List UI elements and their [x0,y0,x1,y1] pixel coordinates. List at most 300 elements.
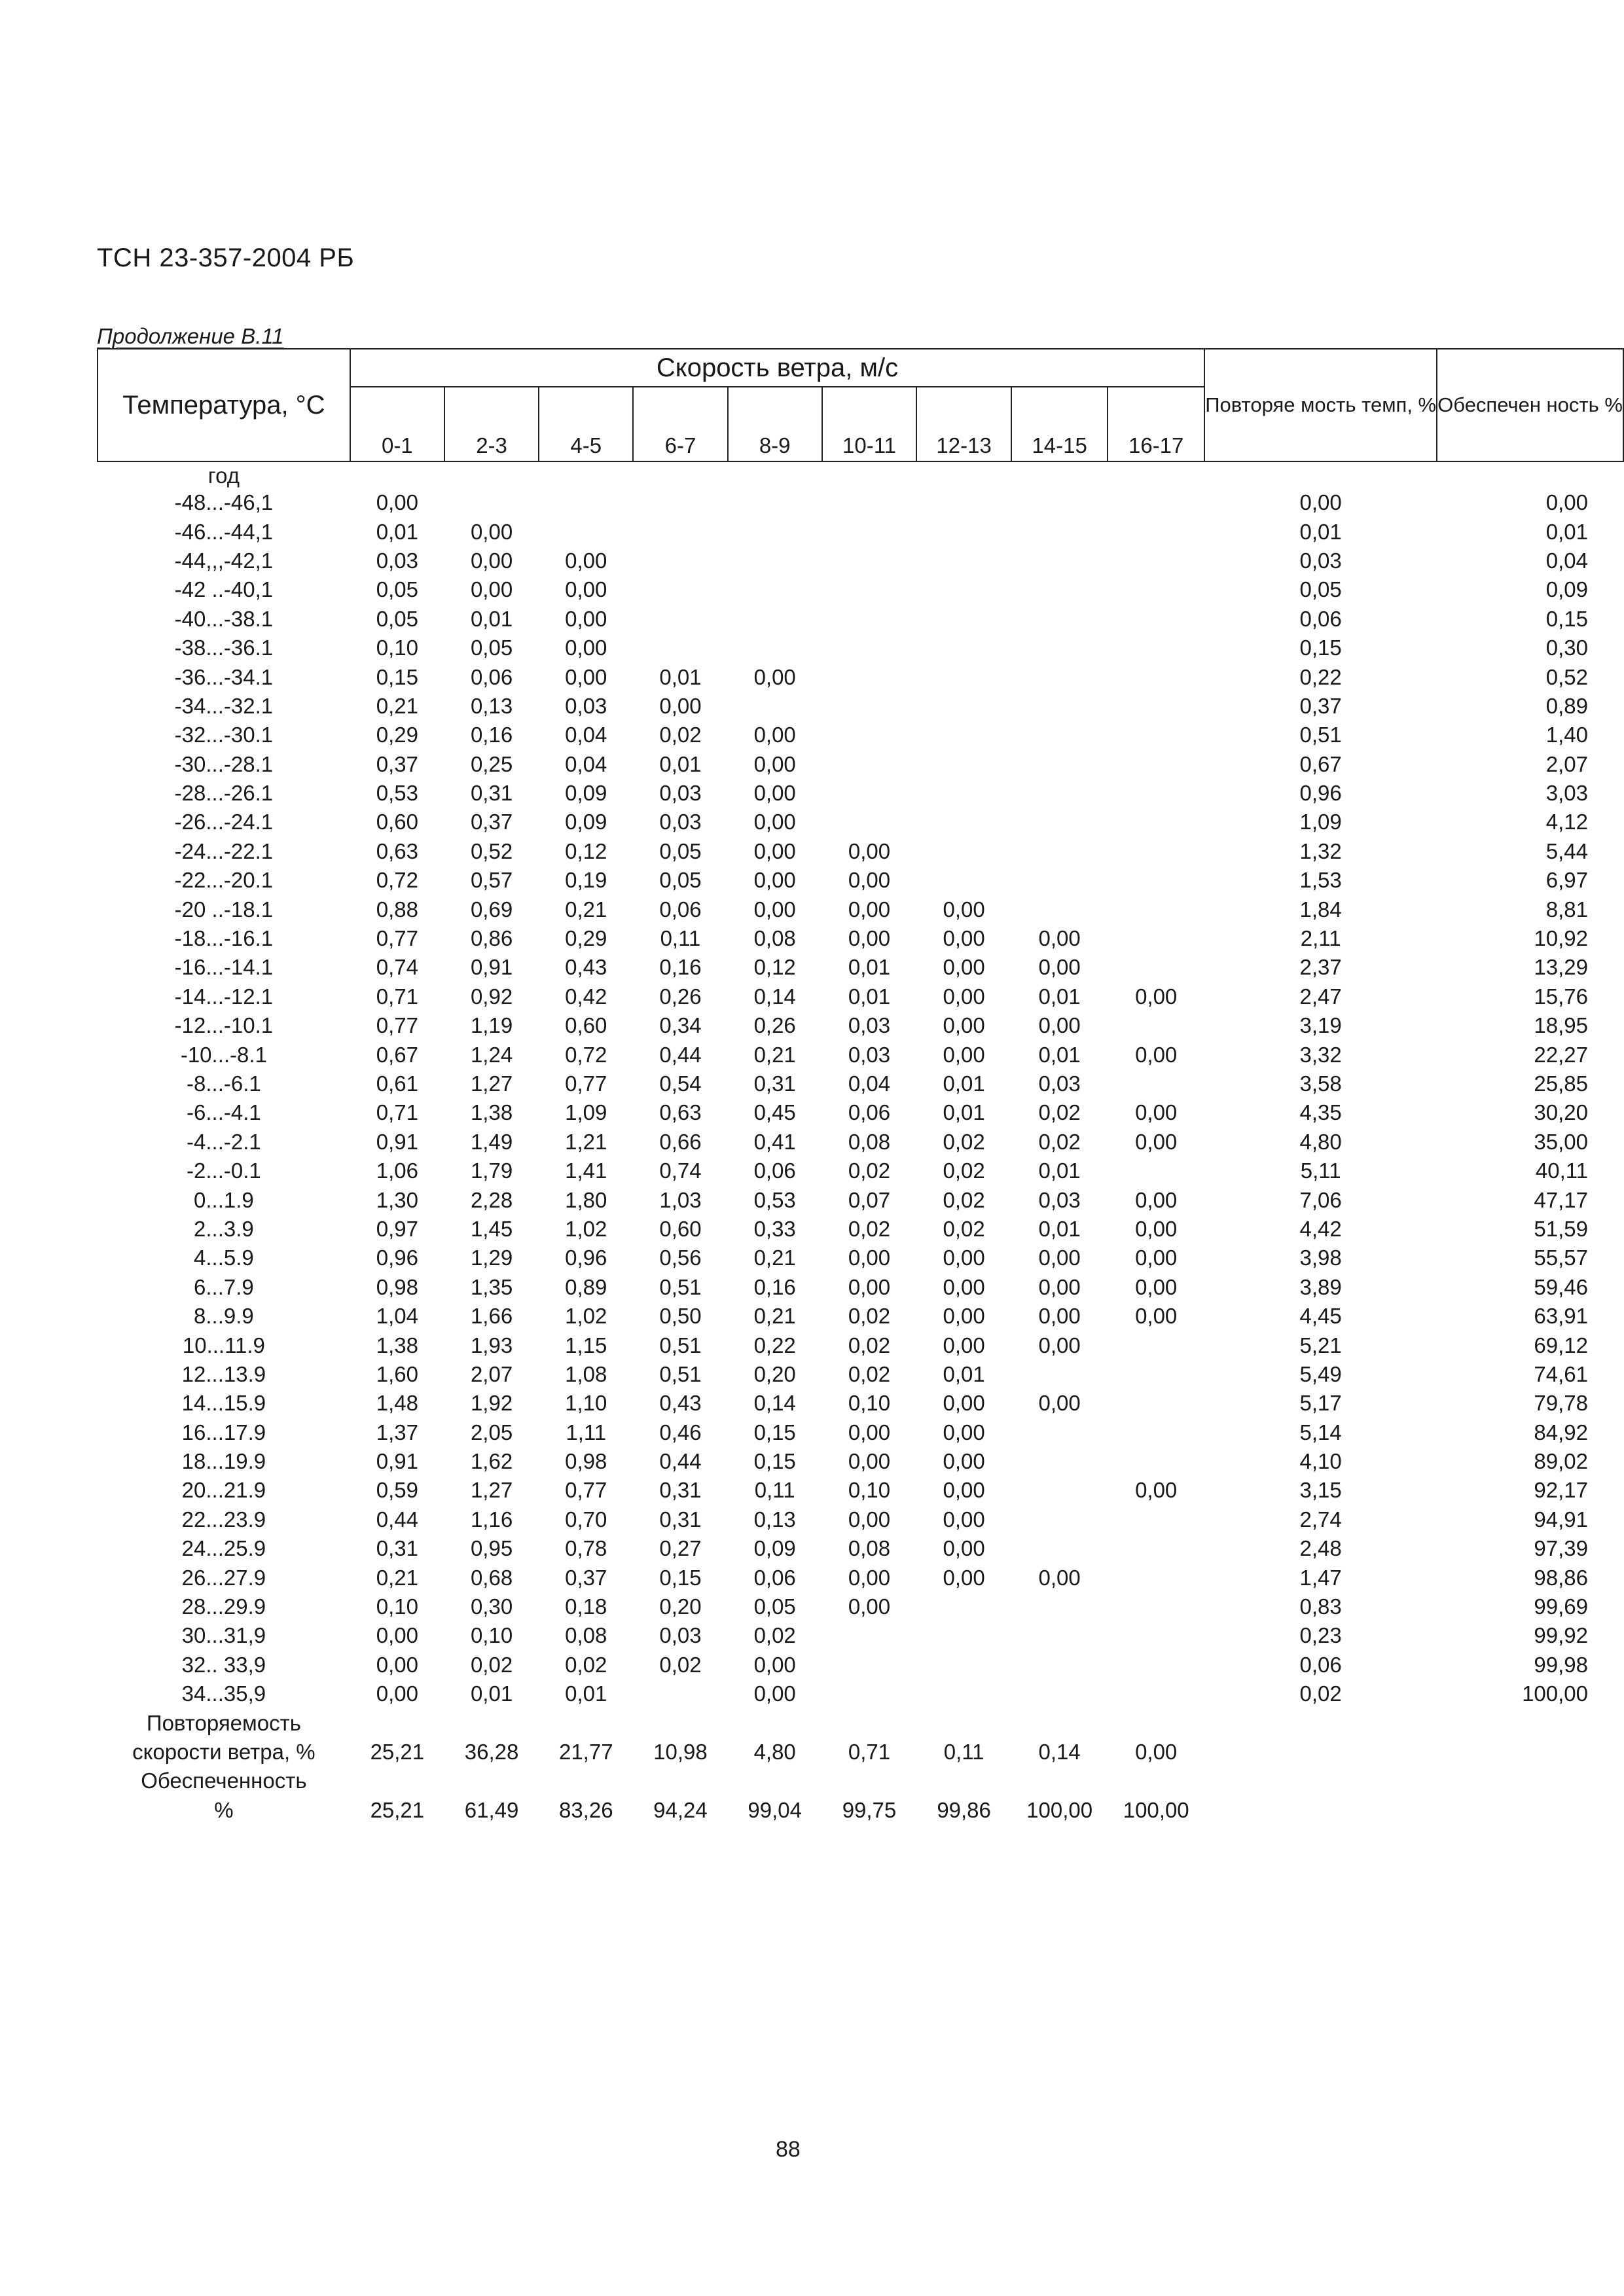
repeat-value-cell: 5,11 [1300,1158,1341,1183]
wind-value-cell [822,662,916,691]
wind-value-cell [1108,1418,1204,1447]
wind-value-cell: 0,00 [1135,1042,1178,1067]
wind-value-cell: 0,00 [1135,1478,1178,1503]
wind-value-cell [822,517,916,546]
repeat-value-cell: 4,45 [1299,1304,1342,1329]
wind-value-cell: 1,45 [470,1216,513,1241]
wind-value-cell: 0,10 [848,1478,891,1503]
temperature-range-cell: -30...-28.1 [174,751,274,776]
wind-value-cell [1011,1621,1108,1650]
supply-value-cell: 1,40 [1545,723,1588,747]
supply-value-cell: 84,92 [1534,1420,1588,1444]
wind-value-cell: 0,44 [376,1507,418,1532]
wind-value-cell: 0,61 [376,1071,418,1096]
wind-value-cell [1011,1592,1108,1621]
wind-value-cell: 0,00 [1135,1304,1178,1329]
wind-value-cell: 0,26 [753,1013,796,1038]
wind-value-cell [728,692,822,721]
wind-value-cell: 1,30 [376,1187,418,1212]
wind-value-cell: 0,15 [753,1420,796,1444]
temperature-range-cell: 32.. 33,9 [181,1652,266,1677]
wind-value-cell [1108,1505,1204,1534]
wind-value-cell: 1,80 [565,1187,607,1212]
wind-value-cell: 0,01 [943,1361,985,1386]
table-row [98,866,1623,895]
wind-value-cell [1011,721,1108,749]
wind-value-cell: 0,00 [943,955,985,980]
wind-value-cell: 0,00 [753,751,796,776]
temperature-range-cell: 28...29.9 [181,1594,266,1619]
wind-value-cell: 0,57 [470,868,513,893]
wind-value-cell: 0,09 [565,781,607,806]
table-row [98,953,1623,982]
wind-value-cell: 0,00 [848,1565,891,1590]
table-row [98,1011,1623,1040]
wind-value-cell: 0,31 [659,1478,702,1503]
wind-value-cell: 0,00 [848,868,891,893]
wind-value-cell: 0,00 [753,781,796,806]
repeat-summary-value: 21,77 [558,1739,613,1764]
temperature-range-cell: 22...23.9 [181,1507,266,1532]
wind-value-cell: 0,00 [943,1391,985,1416]
temperature-range-cell: 2...3.9 [194,1216,254,1241]
wind-value-cell: 0,01 [943,1100,985,1125]
temperature-range-cell: -38...-36.1 [174,636,274,660]
supply-value-cell: 8,81 [1545,897,1588,922]
wind-value-cell: 0,05 [659,838,702,863]
wind-value-cell: 0,01 [659,664,702,689]
wind-value-cell: 0,00 [470,519,513,544]
supply-value-cell: 51,59 [1534,1216,1588,1241]
wind-value-cell: 0,05 [376,577,418,602]
wind-value-cell [1108,779,1204,808]
wind-value-cell: 0,45 [753,1100,796,1125]
temperature-header: Температура, °С [98,349,350,461]
table-row [98,517,1623,546]
wind-value-cell: 0,00 [848,926,891,951]
wind-value-cell [444,488,539,517]
temperature-range-cell: -8...-6.1 [187,1071,261,1096]
wind-value-cell [916,808,1011,836]
wind-value-cell [1108,808,1204,836]
table-row [98,1331,1623,1359]
wind-value-cell: 0,01 [659,751,702,776]
repeat-value-cell: 4,80 [1299,1129,1342,1154]
wind-value-cell [1011,1534,1108,1563]
repeat-summary-value: 0,11 [943,1739,984,1764]
temperature-range-cell: -40...-38.1 [174,606,274,631]
wind-value-cell: 0,60 [376,810,418,834]
temperature-range-cell: 34...35,9 [181,1681,266,1706]
wind-value-cell [822,750,916,779]
table-row [98,1592,1623,1621]
wind-value-cell [633,488,727,517]
wind-value-cell: 1,62 [470,1449,513,1474]
wind-value-cell: 0,29 [376,723,418,747]
wind-value-cell: 0,12 [753,955,796,980]
wind-value-cell: 0,31 [753,1071,796,1096]
repeat-value-cell: 3,89 [1299,1274,1342,1299]
wind-value-cell: 0,00 [848,897,891,922]
wind-value-cell [822,488,916,517]
repeat-value-cell: 3,58 [1299,1071,1342,1096]
wind-value-cell [822,1621,916,1650]
supply-value-cell: 0,09 [1545,577,1588,602]
temperature-range-cell: 14...15.9 [181,1391,266,1416]
wind-value-cell [1011,1360,1108,1389]
repeat-value-cell: 7,06 [1299,1187,1342,1212]
wind-value-cell: 0,21 [753,1246,796,1270]
wind-value-cell: 0,37 [376,751,418,776]
wind-value-cell: 1,60 [376,1361,418,1386]
speed-column-header: 12-13 [916,387,1011,461]
wind-value-cell: 0,98 [376,1274,418,1299]
repeat-value-cell: 5,17 [1299,1391,1342,1416]
wind-value-cell [916,692,1011,721]
wind-value-cell: 0,05 [753,1594,796,1619]
wind-value-cell: 0,44 [659,1042,702,1067]
repeat-value-cell: 0,15 [1299,636,1342,660]
wind-value-cell: 0,01 [848,955,891,980]
wind-value-cell: 0,02 [943,1129,985,1154]
supply-header: Обеспечен ность % [1437,349,1623,461]
wind-value-cell [822,808,916,836]
supply-value-cell: 10,92 [1534,926,1588,951]
wind-value-cell [1108,488,1204,517]
wind-value-cell: 0,00 [1135,1129,1178,1154]
wind-value-cell [822,692,916,721]
wind-value-cell: 0,43 [659,1391,702,1416]
wind-value-cell: 0,59 [376,1478,418,1503]
section-row [98,461,1623,488]
wind-value-cell [1011,1447,1108,1476]
wind-value-cell [1011,692,1108,721]
wind-value-cell: 0,70 [565,1507,607,1532]
wind-value-cell: 0,71 [376,984,418,1009]
wind-value-cell [1108,1447,1204,1476]
repeat-summary-value: 36,28 [464,1739,519,1764]
repeat-value-cell: 0,02 [1299,1681,1342,1706]
wind-value-cell [1011,895,1108,924]
temperature-range-cell: 0...1.9 [194,1187,254,1212]
wind-value-cell: 0,08 [753,926,796,951]
wind-value-cell [633,605,727,634]
wind-value-cell [916,1679,1011,1708]
wind-value-cell: 0,00 [1038,1391,1081,1416]
wind-value-cell [1011,634,1108,662]
table-row [98,1098,1623,1127]
wind-value-cell: 0,03 [1038,1187,1081,1212]
wind-value-cell: 0,02 [848,1304,891,1329]
supply-value-cell: 94,91 [1534,1507,1588,1532]
temperature-range-cell: -2...-0.1 [187,1158,261,1183]
wind-value-cell: 1,11 [566,1420,607,1444]
wind-value-cell: 0,00 [943,897,985,922]
wind-value-cell: 0,20 [659,1594,702,1619]
wind-value-cell: 0,50 [659,1304,702,1329]
wind-value-cell: 0,00 [753,838,796,863]
wind-value-cell: 1,93 [470,1333,513,1357]
wind-value-cell: 0,00 [753,810,796,834]
wind-value-cell [633,1679,727,1708]
temperature-range-cell: 18...19.9 [181,1449,266,1474]
repeat-summary-label: Повторяемость [146,1710,301,1735]
wind-value-cell: 0,01 [376,519,418,544]
speed-column-header: 10-11 [822,387,916,461]
supply-summary-value: 99,75 [842,1797,897,1822]
wind-value-cell [1011,1476,1108,1505]
wind-value-cell: 0,01 [943,1071,985,1096]
repeat-value-cell: 2,11 [1300,926,1341,951]
wind-value-cell: 0,12 [565,838,607,863]
wind-value-cell: 0,00 [1038,1565,1081,1590]
supply-value-cell: 97,39 [1534,1536,1588,1561]
wind-value-cell: 1,02 [565,1216,607,1241]
temperature-range-cell: -42 ..-40,1 [174,577,274,602]
wind-value-cell: 0,01 [1038,1042,1081,1067]
wind-value-cell: 0,10 [376,1594,418,1619]
wind-value-cell: 0,02 [943,1187,985,1212]
wind-value-cell: 0,34 [659,1013,702,1038]
temperature-range-cell: 10...11.9 [182,1333,265,1357]
temperature-range-cell: 6...7.9 [194,1274,254,1299]
wind-value-cell: 0,03 [848,1013,891,1038]
wind-value-cell: 0,21 [376,693,418,718]
repeat-value-cell: 0,06 [1299,1652,1342,1677]
temperature-range-cell: -6...-4.1 [187,1100,261,1125]
wind-value-cell: 1,06 [376,1158,418,1183]
wind-value-cell: 0,00 [1038,1304,1081,1329]
wind-value-cell: 0,37 [470,810,513,834]
wind-value-cell [1011,1651,1108,1679]
repeat-value-cell: 1,32 [1299,838,1342,863]
wind-value-cell: 0,16 [659,955,702,980]
wind-value-cell: 0,02 [659,723,702,747]
wind-value-cell: 0,01 [848,984,891,1009]
wind-value-cell: 0,00 [848,1420,891,1444]
wind-value-cell [1011,837,1108,866]
repeat-summary-value: 25,21 [370,1739,425,1764]
wind-value-cell [1108,895,1204,924]
document-header: ТСН 23-357-2004 РБ [97,243,355,272]
supply-summary-value: 99,04 [748,1797,802,1822]
speed-column-header: 4-5 [539,387,633,461]
wind-value-cell: 0,00 [848,1507,891,1532]
supply-value-cell: 69,12 [1534,1333,1588,1357]
wind-value-cell: 0,00 [848,838,891,863]
wind-value-cell [822,547,916,575]
wind-value-cell: 0,09 [565,810,607,834]
wind-value-cell [822,1679,916,1708]
repeat-summary-value: 4,80 [753,1739,796,1764]
wind-value-cell: 1,38 [376,1333,418,1357]
wind-value-cell: 0,00 [376,1681,418,1706]
wind-value-cell [916,575,1011,604]
wind-value-cell: 0,69 [470,897,513,922]
repeat-value-cell: 3,98 [1299,1246,1342,1270]
wind-value-cell: 0,96 [376,1246,418,1270]
wind-value-cell: 0,00 [943,1507,985,1532]
repeat-value-cell: 5,14 [1299,1420,1342,1444]
repeat-value-cell: 2,37 [1299,955,1342,980]
wind-value-cell: 0,97 [376,1216,418,1241]
wind-value-cell [633,634,727,662]
wind-value-cell: 0,77 [565,1478,607,1503]
wind-value-cell: 0,15 [753,1449,796,1474]
wind-value-cell: 0,01 [1038,1158,1081,1183]
table-row [98,634,1623,662]
wind-value-cell: 0,05 [470,636,513,660]
wind-value-cell: 0,00 [943,926,985,951]
wind-value-cell: 1,15 [565,1333,607,1357]
continuation-caption: Продолжение В.11 [97,324,284,348]
wind-value-cell: 1,04 [376,1304,418,1329]
page-number: 88 [776,2137,801,2162]
wind-value-cell: 0,04 [565,723,607,747]
wind-value-cell: 0,74 [376,955,418,980]
wind-value-cell: 0,02 [1038,1100,1081,1125]
table-row [98,837,1623,866]
wind-value-cell: 1,79 [470,1158,513,1183]
supply-value-cell: 4,12 [1545,810,1588,834]
wind-value-cell: 0,29 [565,926,607,951]
wind-value-cell: 2,28 [470,1187,513,1212]
wind-value-cell: 0,96 [565,1246,607,1270]
table-row [98,924,1623,953]
temperature-range-cell: -10...-8.1 [180,1042,267,1067]
wind-value-cell: 0,00 [943,984,985,1009]
supply-value-cell: 15,76 [1534,984,1588,1009]
supply-value-cell: 5,44 [1545,838,1588,863]
wind-value-cell: 0,72 [565,1042,607,1067]
wind-value-cell: 0,51 [659,1361,702,1386]
wind-value-cell: 1,29 [470,1246,513,1270]
wind-value-cell: 0,91 [376,1129,418,1154]
repeat-value-cell: 1,47 [1299,1565,1342,1590]
wind-value-cell: 0,00 [470,577,513,602]
wind-value-cell: 2,05 [470,1420,513,1444]
summary-label-row [98,1767,1623,1795]
wind-value-cell: 0,27 [659,1536,702,1561]
wind-value-cell: 0,00 [565,606,607,631]
table-row [98,779,1623,808]
wind-value-cell: 0,13 [470,693,513,718]
supply-value-cell: 35,00 [1534,1129,1588,1154]
temperature-range-cell: 4...5.9 [194,1246,254,1270]
supply-value-cell: 18,95 [1534,1013,1588,1038]
wind-value-cell: 0,03 [1038,1071,1081,1096]
wind-value-cell: 0,08 [848,1129,891,1154]
wind-value-cell [1108,575,1204,604]
wind-value-cell: 0,00 [1135,984,1178,1009]
wind-value-cell [916,721,1011,749]
wind-value-cell: 0,46 [659,1420,702,1444]
wind-value-cell: 0,03 [376,548,418,573]
wind-value-cell: 0,11 [660,926,701,951]
wind-value-cell: 0,26 [659,984,702,1009]
wind-value-cell: 0,00 [565,636,607,660]
wind-value-cell: 0,08 [565,1623,607,1648]
wind-value-cell: 0,66 [659,1129,702,1154]
repeat-value-cell: 0,67 [1299,751,1342,776]
wind-value-cell: 0,00 [1038,926,1081,951]
repeat-summary-value: 0,14 [1038,1739,1081,1764]
wind-value-cell: 0,01 [470,606,513,631]
repeat-value-cell: 0,00 [1299,490,1342,515]
table-row [98,1360,1623,1389]
wind-value-cell: 0,06 [753,1565,796,1590]
wind-value-cell [633,517,727,546]
wind-value-cell [916,634,1011,662]
wind-value-cell: 1,24 [470,1042,513,1067]
wind-value-cell [822,1651,916,1679]
wind-value-cell: 0,01 [1038,984,1081,1009]
wind-value-cell: 1,21 [565,1129,607,1154]
wind-value-cell: 0,31 [376,1536,418,1561]
supply-summary-value: 94,24 [653,1797,708,1822]
wind-value-cell: 0,02 [659,1652,702,1677]
supply-value-cell: 25,85 [1534,1071,1588,1096]
wind-value-cell: 0,00 [943,1246,985,1270]
section-label: год [208,463,240,488]
wind-value-cell: 0,00 [565,577,607,602]
wind-value-cell [822,575,916,604]
wind-value-cell: 0,00 [848,1246,891,1270]
table-row [98,1302,1623,1331]
wind-value-cell: 0,21 [376,1565,418,1590]
temperature-range-cell: -18...-16.1 [174,926,274,951]
table-row [98,1185,1623,1214]
wind-value-cell: 1,49 [470,1129,513,1154]
wind-value-cell [1011,547,1108,575]
wind-value-cell [539,517,633,546]
wind-value-cell: 0,91 [376,1449,418,1474]
repeat-value-cell: 0,37 [1299,693,1342,718]
wind-value-cell: 0,04 [565,751,607,776]
supply-value-cell: 59,46 [1534,1274,1588,1299]
wind-value-cell: 1,41 [565,1158,607,1183]
temperature-range-cell: -20 ..-18.1 [174,897,274,922]
repeat-value-cell: 4,35 [1299,1100,1342,1125]
wind-value-cell: 1,10 [565,1391,607,1416]
wind-value-cell: 0,06 [753,1158,796,1183]
table-row [98,808,1623,836]
wind-value-cell: 0,60 [659,1216,702,1241]
wind-value-cell: 0,13 [753,1507,796,1532]
wind-value-cell [728,634,822,662]
wind-value-cell: 0,09 [753,1536,796,1561]
wind-value-cell: 0,00 [376,1652,418,1677]
wind-value-cell: 0,00 [1038,1333,1081,1357]
table-row [98,1505,1623,1534]
wind-value-cell [1108,634,1204,662]
wind-value-cell [1108,517,1204,546]
wind-value-cell: 0,06 [659,897,702,922]
wind-value-cell: 1,19 [470,1013,513,1038]
supply-value-cell: 2,07 [1545,751,1588,776]
temperature-range-cell: 26...27.9 [181,1565,266,1590]
supply-summary-value: 100,00 [1123,1797,1189,1822]
temperature-range-cell: 8...9.9 [194,1304,254,1329]
wind-value-cell: 1,38 [470,1100,513,1125]
wind-value-cell [916,837,1011,866]
wind-value-cell: 1,35 [470,1274,513,1299]
wind-value-cell: 0,53 [376,781,418,806]
temperature-range-cell: -16...-14.1 [174,955,274,980]
wind-value-cell [916,1592,1011,1621]
table-row [98,721,1623,749]
table-row [98,982,1623,1011]
